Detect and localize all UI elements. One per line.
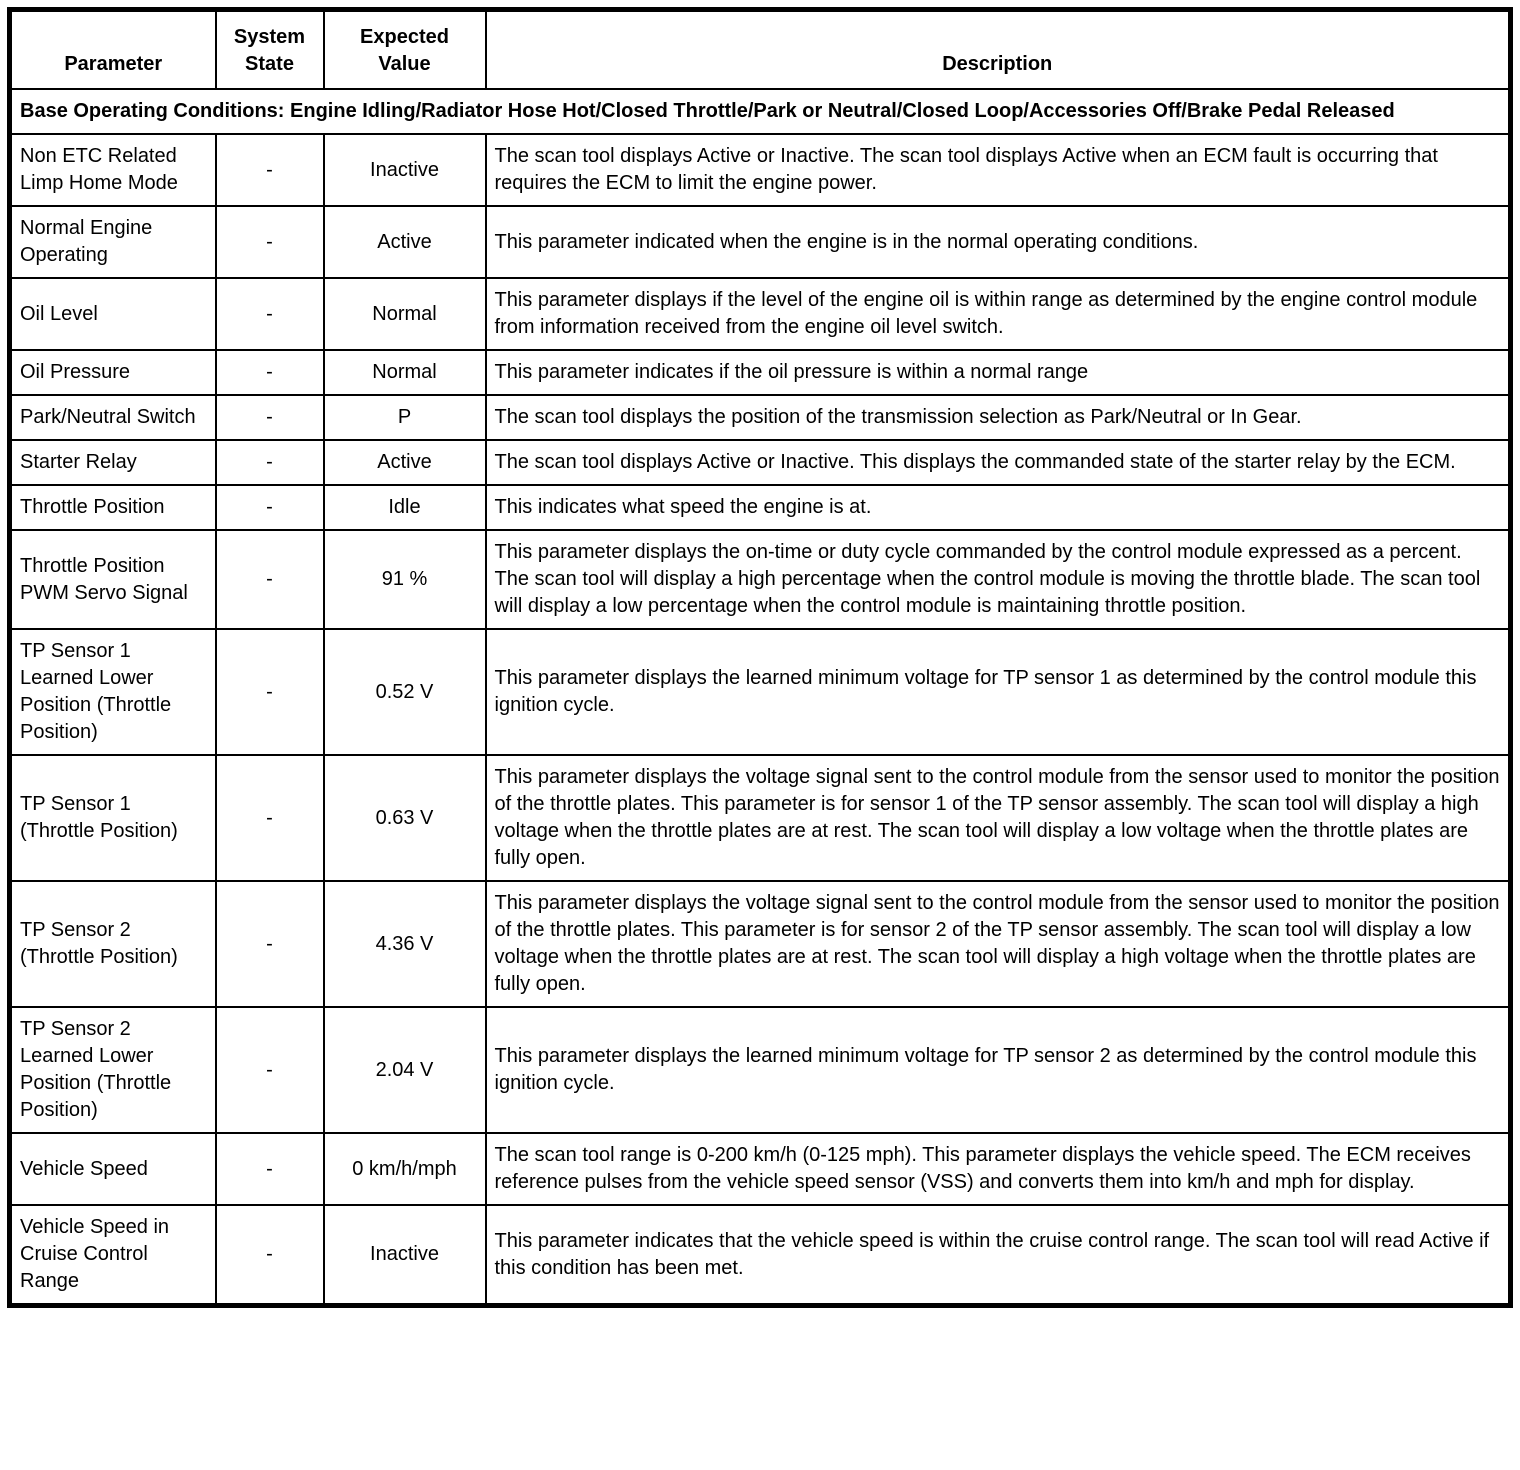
description-cell: This parameter displays the learned minimum voltage for TP sensor 2 as determined by the control module this ignition cycle. [486,1007,1511,1133]
system-state-cell: - [216,485,324,530]
expected-value-cell: Normal [324,278,486,350]
description-cell: The scan tool displays the position of the transmission selection as Park/Neutral or In Gear. [486,395,1511,440]
table-row [10,350,1511,395]
system-state-cell: - [216,440,324,485]
expected-value-cell: 0.52 V [324,629,486,755]
column-header-system-state: System State [216,10,324,90]
parameter-cell: Throttle Position PWM Servo Signal [10,530,216,629]
parameter-cell: TP Sensor 1 (Throttle Position) [10,755,216,881]
parameter-cell: TP Sensor 2 (Throttle Position) [10,881,216,1007]
description-cell: This indicates what speed the engine is at. [486,485,1511,530]
system-state-cell: - [216,1205,324,1306]
description-cell: The scan tool displays Active or Inactive. The scan tool displays Active when an ECM fault is occurring that requires the ECM to limit the engine power. [486,134,1511,206]
description-cell: This parameter displays the on-time or duty cycle commanded by the control module expressed as a percent. The scan tool will display a high percentage when the control module is moving the throttle blade. The scan tool will display a low percentage when the control module is maintaining throttle position. [486,530,1511,629]
table-row [10,1133,1511,1205]
table-row [10,755,1511,881]
expected-value-cell: Active [324,206,486,278]
system-state-cell: - [216,278,324,350]
table-row [10,530,1511,629]
expected-value-cell: P [324,395,486,440]
expected-value-cell: 0.63 V [324,755,486,881]
parameter-cell: Oil Pressure [10,350,216,395]
parameter-cell: Vehicle Speed in Cruise Control Range [10,1205,216,1306]
table-row [10,485,1511,530]
expected-value-cell: 0 km/h/mph [324,1133,486,1205]
parameter-cell: TP Sensor 2 Learned Lower Position (Throttle Position) [10,1007,216,1133]
parameter-cell: Oil Level [10,278,216,350]
table-row [10,134,1511,206]
table-header-row [10,10,1511,90]
system-state-cell: - [216,395,324,440]
expected-value-cell: Inactive [324,1205,486,1306]
column-header-parameter: Parameter [10,10,216,90]
system-state-cell: - [216,1007,324,1133]
description-cell: This parameter displays the voltage signal sent to the control module from the sensor used to monitor the position of the throttle plates. This parameter is for sensor 1 of the TP sensor assembly. The scan tool will display a high voltage when the throttle plates are at rest. The scan tool will display a low voltage when the throttle plates are fully open. [486,755,1511,881]
table-row [10,1007,1511,1133]
system-state-cell: - [216,530,324,629]
parameter-cell: Non ETC Related Limp Home Mode [10,134,216,206]
description-cell: This parameter displays the learned minimum voltage for TP sensor 1 as determined by the control module this ignition cycle. [486,629,1511,755]
table-row [10,395,1511,440]
system-state-cell: - [216,629,324,755]
system-state-cell: - [216,206,324,278]
expected-value-cell: 4.36 V [324,881,486,1007]
section-header-text: Base Operating Conditions: Engine Idling/Radiator Hose Hot/Closed Throttle/Park or Neutral/Closed Loop/Accessories Off/Brake Pedal Released [10,89,1511,134]
system-state-cell: - [216,350,324,395]
expected-value-cell: Normal [324,350,486,395]
parameter-cell: TP Sensor 1 Learned Lower Position (Throttle Position) [10,629,216,755]
description-cell: This parameter displays if the level of the engine oil is within range as determined by the engine control module from information received from the engine oil level switch. [486,278,1511,350]
parameter-table [7,7,1513,1308]
table-row [10,881,1511,1007]
expected-value-cell: Active [324,440,486,485]
parameter-cell: Park/Neutral Switch [10,395,216,440]
description-cell: This parameter indicates that the vehicle speed is within the cruise control range. The scan tool will read Active if this condition has been met. [486,1205,1511,1306]
expected-value-cell: 91 % [324,530,486,629]
system-state-cell: - [216,755,324,881]
system-state-cell: - [216,134,324,206]
description-cell: The scan tool displays Active or Inactive. This displays the commanded state of the starter relay by the ECM. [486,440,1511,485]
description-cell: This parameter displays the voltage signal sent to the control module from the sensor used to monitor the position of the throttle plates. This parameter is for sensor 2 of the TP sensor assembly. The scan tool will display a low voltage when the throttle plates are at rest. The scan tool will display a high voltage when the throttle plates are fully open. [486,881,1511,1007]
table-row [10,278,1511,350]
table-row [10,629,1511,755]
parameter-cell: Starter Relay [10,440,216,485]
expected-value-cell: Idle [324,485,486,530]
table-row [10,206,1511,278]
table-row [10,440,1511,485]
description-cell: This parameter indicated when the engine is in the normal operating conditions. [486,206,1511,278]
system-state-cell: - [216,881,324,1007]
description-cell: The scan tool range is 0-200 km/h (0-125 mph). This parameter displays the vehicle speed. The ECM receives reference pulses from the vehicle speed sensor (VSS) and converts them into km/h and mph for display. [486,1133,1511,1205]
column-header-expected-value: Expected Value [324,10,486,90]
table-row [10,1205,1511,1306]
system-state-cell: - [216,1133,324,1205]
expected-value-cell: 2.04 V [324,1007,486,1133]
parameter-cell: Normal Engine Operating [10,206,216,278]
section-header-row [10,89,1511,134]
parameter-cell: Vehicle Speed [10,1133,216,1205]
expected-value-cell: Inactive [324,134,486,206]
description-cell: This parameter indicates if the oil pressure is within a normal range [486,350,1511,395]
column-header-description: Description [486,10,1511,90]
parameter-cell: Throttle Position [10,485,216,530]
